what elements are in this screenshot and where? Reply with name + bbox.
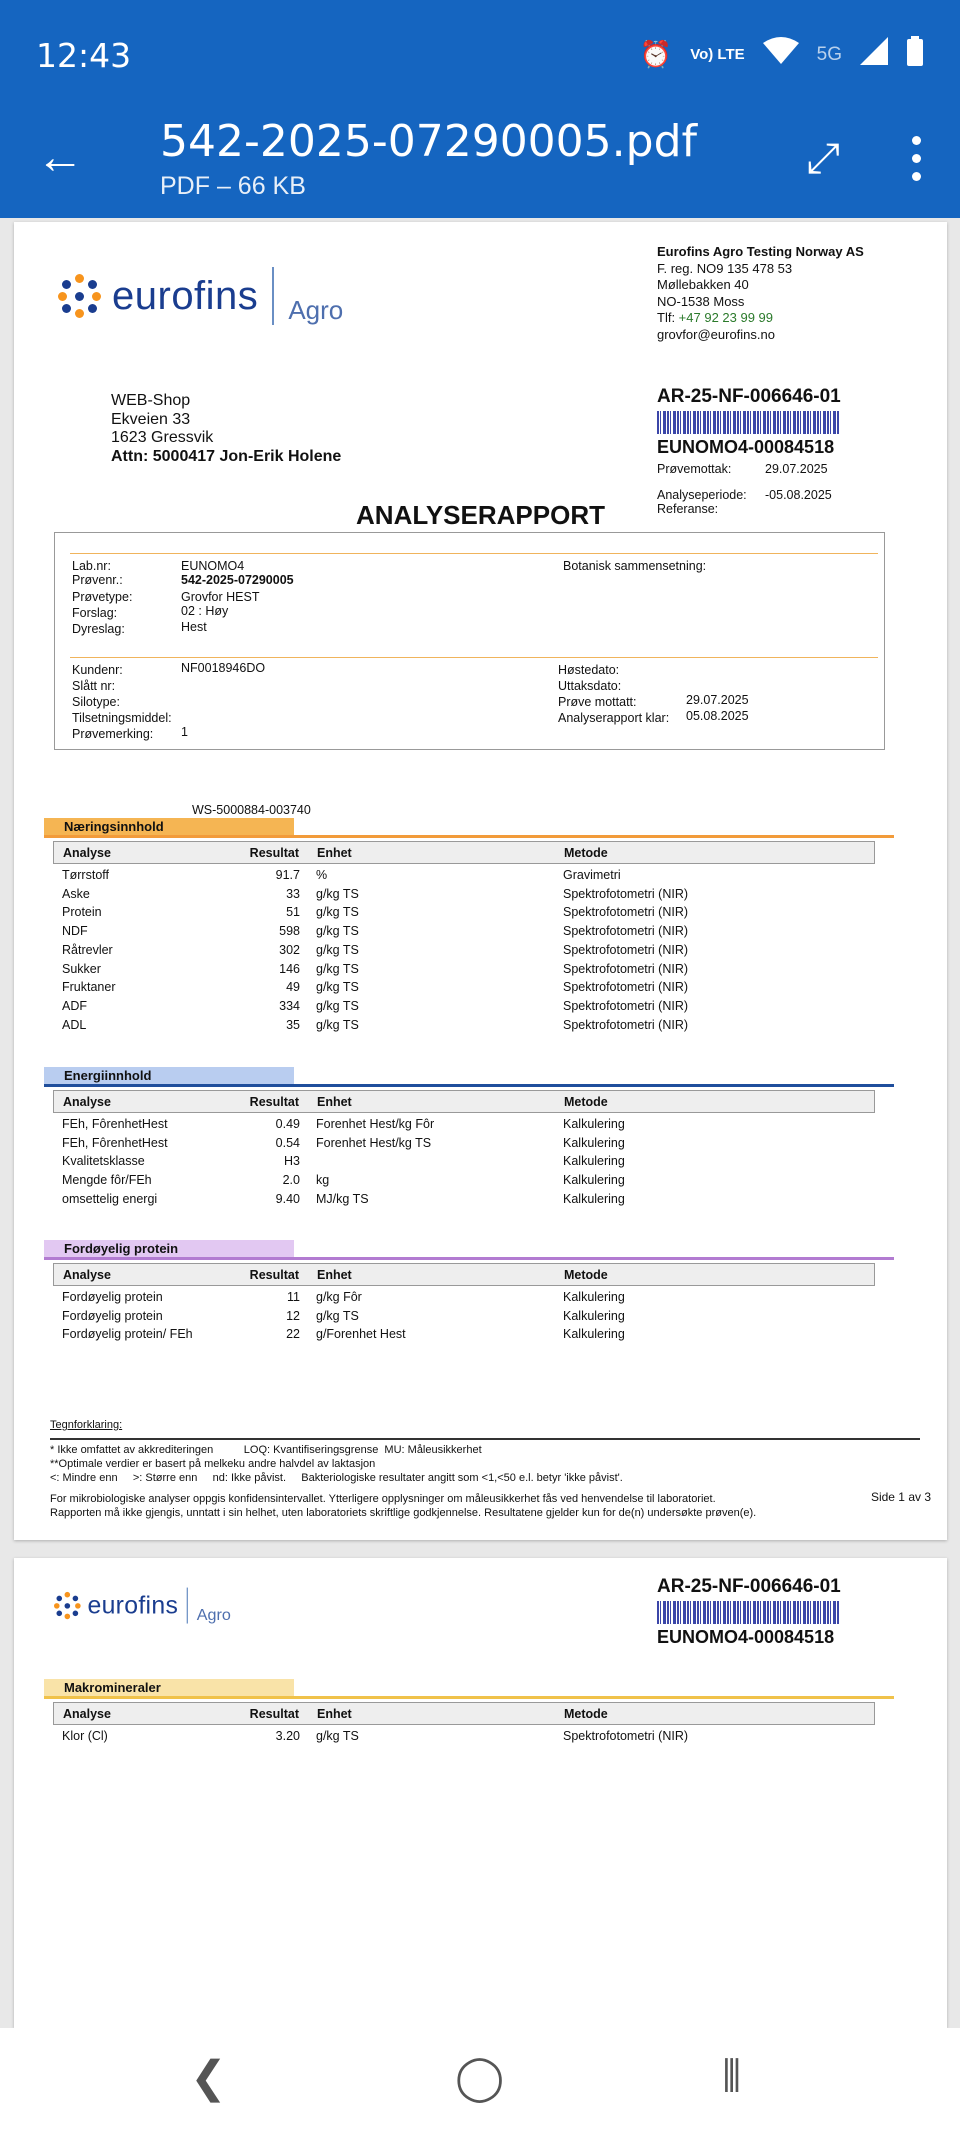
table-row	[53, 1132, 875, 1150]
cell-enhet: Forenhet Hest/kg Fôr	[316, 1117, 435, 1131]
header-c4: Metode	[564, 1095, 608, 1109]
section-title: Makromineraler	[44, 1679, 294, 1697]
recents-nav-icon[interactable]: ⦀	[722, 2052, 742, 2101]
meta-received: Prøvemottak: 29.07.2025	[657, 462, 828, 476]
cell-resultat: 51	[286, 905, 300, 920]
cell-enhet: g/kg TS	[316, 1308, 359, 1323]
wifi-icon	[763, 37, 799, 72]
cell-enhet: g/Forenhet Hest	[316, 1327, 406, 1342]
eurofins-logo	[58, 258, 376, 334]
eurofins-logo-small: eurofins Agro	[54, 1582, 251, 1629]
cell-enhet: g/kg TS	[316, 1729, 359, 1743]
section-title: Energiinnhold	[44, 1067, 294, 1085]
table-header	[53, 1702, 875, 1725]
header-c4: Metode	[564, 1268, 608, 1282]
network-type: 5G	[816, 43, 842, 65]
header-c4: Metode	[564, 1707, 608, 1721]
section-0	[44, 818, 894, 1036]
back-arrow-icon[interactable]: ←	[36, 131, 84, 184]
pdf-page-2	[14, 1558, 947, 2028]
cell-metode: Spektrofotometri (NIR)	[563, 942, 689, 957]
table-header	[53, 1090, 875, 1113]
cell-metode: Spektrofotometri (NIR)	[563, 1017, 689, 1032]
table-row	[53, 958, 875, 976]
table-row	[53, 864, 875, 882]
cell-analyse: FEh, FôrenhetHest	[62, 1117, 168, 1131]
cell-resultat: 35	[286, 1017, 300, 1032]
back-nav-icon[interactable]: ❮	[190, 2053, 227, 2102]
header-c1: Analyse	[63, 1268, 111, 1282]
header-c1: Analyse	[63, 846, 111, 860]
cell-analyse: Fordøyelig protein	[62, 1290, 163, 1304]
cell-enhet: g/kg TS	[316, 942, 359, 957]
cell-metode: Spektrofotometri (NIR)	[563, 1729, 689, 1743]
section-rule	[44, 1257, 894, 1260]
table-row	[53, 920, 875, 938]
table-row	[53, 1169, 875, 1187]
cell-resultat: 302	[279, 942, 300, 957]
cell-analyse: ADL	[62, 1017, 87, 1032]
cell-metode: Kalkulering	[563, 1290, 625, 1304]
cell-analyse: Mengde fôr/FEh	[62, 1173, 152, 1188]
cell-metode: Spektrofotometri (NIR)	[563, 998, 689, 1013]
header-c1: Analyse	[63, 1095, 111, 1109]
cell-analyse: omsettelig energi	[62, 1191, 158, 1206]
cell-metode: Spektrofotometri (NIR)	[563, 905, 689, 920]
cell-analyse: Fruktaner	[62, 980, 116, 995]
report-number-block	[657, 386, 841, 458]
header-c2: Resultat	[249, 846, 299, 860]
cell-enhet: g/kg TS	[316, 980, 359, 995]
cell-enhet: g/kg TS	[316, 1017, 359, 1032]
table-row	[53, 883, 875, 901]
more-options-icon[interactable]	[912, 136, 922, 182]
phone-link[interactable]: +47 92 23 99 99	[678, 310, 774, 325]
cell-resultat: 2.0	[282, 1173, 300, 1188]
battery-icon	[906, 36, 924, 73]
cell-enhet: %	[316, 868, 328, 882]
header-c2: Resultat	[249, 1707, 299, 1721]
cell-analyse: Aske	[62, 886, 90, 901]
cell-enhet: Forenhet Hest/kg TS	[316, 1135, 432, 1150]
header-c1: Analyse	[63, 1707, 111, 1721]
cell-analyse: Råtrevler	[62, 942, 113, 957]
cell-analyse: FEh, FôrenhetHest	[62, 1135, 168, 1150]
cell-analyse: Klor (Cl)	[62, 1729, 108, 1743]
expand-icon[interactable]: ⤢	[806, 134, 840, 181]
report-number: AR-25-NF-006646-01	[657, 386, 841, 407]
cell-metode: Kalkulering	[563, 1308, 625, 1323]
volte-icon: Vo) LTE	[690, 45, 745, 63]
cell-resultat: 3.20	[275, 1729, 300, 1743]
barcode	[657, 411, 840, 434]
section-title: Næringsinnhold	[44, 818, 294, 836]
company-info: Eurofins Agro Testing Norway AS F. reg. NO9 135 478 53 Møllebakken 40 NO-1538 Moss Tlf: +47 92 23 99 99 grovfor@eurofins.no	[657, 244, 864, 342]
logo-dots	[58, 274, 102, 318]
section-rule	[44, 835, 894, 838]
header-c4: Metode	[564, 846, 608, 860]
header-c3: Enhet	[317, 1095, 352, 1109]
alarm-icon: ⏰	[639, 39, 673, 69]
cell-metode: Gravimetri	[563, 868, 621, 882]
cell-analyse: Sukker	[62, 961, 101, 976]
pdf-page-1	[14, 222, 947, 1540]
status-bar	[0, 0, 960, 110]
cell-enhet: kg	[316, 1173, 330, 1188]
status-icons	[640, 36, 924, 73]
table-row	[53, 1323, 875, 1341]
header-c3: Enhet	[317, 846, 352, 860]
header-c3: Enhet	[317, 1268, 352, 1282]
table-row	[53, 995, 875, 1013]
table-row	[53, 976, 875, 994]
table-row	[53, 1725, 875, 1743]
legend: Tegnforklaring: * Ikke omfattet av akkrediteringen LOQ: Kvantifiseringsgrense MU: Måleusikkerhet **Optimale verdier er basert på melkeku andre halvdel av laktasjon <: Mindre enn >: Større enn nd: Ikke påvist. Bakteriologiske resultater angitt som <1,<50 e.l. betyr 'ikke påvist'. For mikrobiologiske analyser oppgis konfidensintervallet. Ytterligere opplysninger om måleusikkerhet fås ved henvendelse til laboratoriet. Rapporten må ikke gjengis, unntatt i sin helhet, uten laboratoriets skriftlige godkjennelse. Resultatene gjelder kun for de(n) undersøkte prøven(e).	[50, 1418, 920, 1520]
cell-metode: Kalkulering	[563, 1117, 625, 1131]
header-c2: Resultat	[249, 1095, 299, 1109]
cell-enhet: g/kg TS	[316, 905, 359, 920]
email-link[interactable]: grovfor@eurofins.no	[657, 326, 775, 342]
home-nav-icon[interactable]: ◯	[455, 2053, 505, 2102]
logo-sub: Agro	[288, 294, 344, 325]
cell-analyse: Fordøyelig protein/ FEh	[62, 1327, 193, 1342]
customer-address: WEB-Shop Ekveien 33 1623 Gressvik Attn: 5000417 Jon-Erik Holene	[111, 392, 342, 465]
cell-resultat: 33	[286, 886, 300, 901]
page-number: Side 1 av 3	[870, 1490, 931, 1504]
clock: 12:43	[36, 36, 132, 75]
table-row	[53, 1113, 875, 1131]
cell-resultat: 0.49	[275, 1117, 300, 1131]
cell-analyse: NDF	[62, 924, 88, 939]
app-bar	[0, 110, 960, 218]
cell-resultat: H3	[284, 1154, 300, 1169]
cell-analyse: Protein	[62, 905, 102, 920]
section-3	[44, 1679, 894, 1748]
sample-code: EUNOMO4-00084518	[657, 1627, 835, 1647]
cell-resultat: 12	[286, 1308, 300, 1323]
cell-resultat: 598	[279, 924, 300, 939]
table-row	[53, 1286, 875, 1304]
cell-resultat: 146	[279, 961, 300, 976]
signal-icon	[860, 37, 888, 72]
cell-analyse: Tørrstoff	[62, 868, 109, 882]
navigation-bar	[0, 2028, 960, 2133]
table-row	[53, 1305, 875, 1323]
cell-analyse: Fordøyelig protein	[62, 1308, 163, 1323]
meta-period: Analyseperiode: -05.08.2025	[657, 488, 832, 502]
cell-metode: Kalkulering	[563, 1135, 625, 1150]
barcode	[657, 1601, 840, 1624]
header-c3: Enhet	[317, 1707, 352, 1721]
meta-reference: Referanse:	[657, 502, 719, 516]
cell-enhet: g/kg TS	[316, 961, 359, 976]
logo-word: eurofins	[112, 273, 259, 318]
cell-enhet: g/kg Fôr	[316, 1290, 362, 1304]
file-info: PDF – 66 KB	[160, 172, 306, 200]
cell-resultat: 91.7	[275, 868, 300, 882]
section-1	[44, 1067, 894, 1211]
cell-analyse: ADF	[62, 998, 87, 1013]
cell-metode: Kalkulering	[563, 1173, 625, 1188]
cell-resultat: 11	[287, 1290, 300, 1304]
cell-enhet: MJ/kg TS	[316, 1191, 369, 1206]
section-title: Fordøyelig protein	[44, 1240, 294, 1258]
cell-analyse: Kvalitetsklasse	[62, 1154, 145, 1169]
cell-enhet: g/kg TS	[316, 998, 359, 1013]
section-2	[44, 1240, 894, 1346]
table-row	[53, 939, 875, 957]
cell-enhet: g/kg TS	[316, 886, 359, 901]
cell-resultat: 9.40	[275, 1191, 300, 1206]
file-name: 542-2025-07290005.pdf	[160, 116, 698, 167]
cell-metode: Kalkulering	[563, 1327, 625, 1342]
ws-number: WS-5000884-003740	[192, 803, 311, 817]
cell-resultat: 22	[286, 1327, 300, 1342]
section-rule	[44, 1084, 894, 1087]
cell-metode: Kalkulering	[563, 1191, 625, 1206]
table-row	[53, 1014, 875, 1032]
table-row	[53, 901, 875, 919]
cell-metode: Spektrofotometri (NIR)	[563, 886, 689, 901]
table-header	[53, 1263, 875, 1286]
table-row	[53, 1150, 875, 1168]
app-header	[0, 0, 960, 218]
table-row	[53, 1188, 875, 1206]
cell-metode: Spektrofotometri (NIR)	[563, 924, 689, 939]
cell-resultat: 49	[286, 980, 300, 995]
sample-info-box: Lab.nr: EUNOMO4 Prøvenr.: 542-2025-07290005 Prøvetype: Grovfor HEST Forslag: 02 : Høy Dyreslag: Hest Botanisk sammensetning: Kundenr: NF0018946DO Slått nr: Silotype: Tilsetningsmiddel: Prøvemerking: 1 Høstedato: Uttaksdato: Prøve mottatt: 29.07.2025 Analyserapport klar: 05.08.2025	[54, 532, 885, 750]
cell-enhet: g/kg TS	[316, 924, 359, 939]
cell-metode: Spektrofotometri (NIR)	[563, 961, 689, 976]
section-rule	[44, 1696, 894, 1699]
cell-metode: Spektrofotometri (NIR)	[563, 980, 689, 995]
cell-resultat: 0.54	[275, 1135, 300, 1150]
header-c2: Resultat	[249, 1268, 299, 1282]
report-title: ANALYSERAPPORT	[356, 500, 605, 530]
sample-code: EUNOMO4-00084518	[657, 437, 835, 457]
report-number-block-2	[657, 1576, 841, 1648]
report-number: AR-25-NF-006646-01	[657, 1576, 841, 1597]
cell-metode: Kalkulering	[563, 1154, 625, 1169]
table-header	[53, 841, 875, 864]
cell-resultat: 334	[279, 998, 300, 1013]
